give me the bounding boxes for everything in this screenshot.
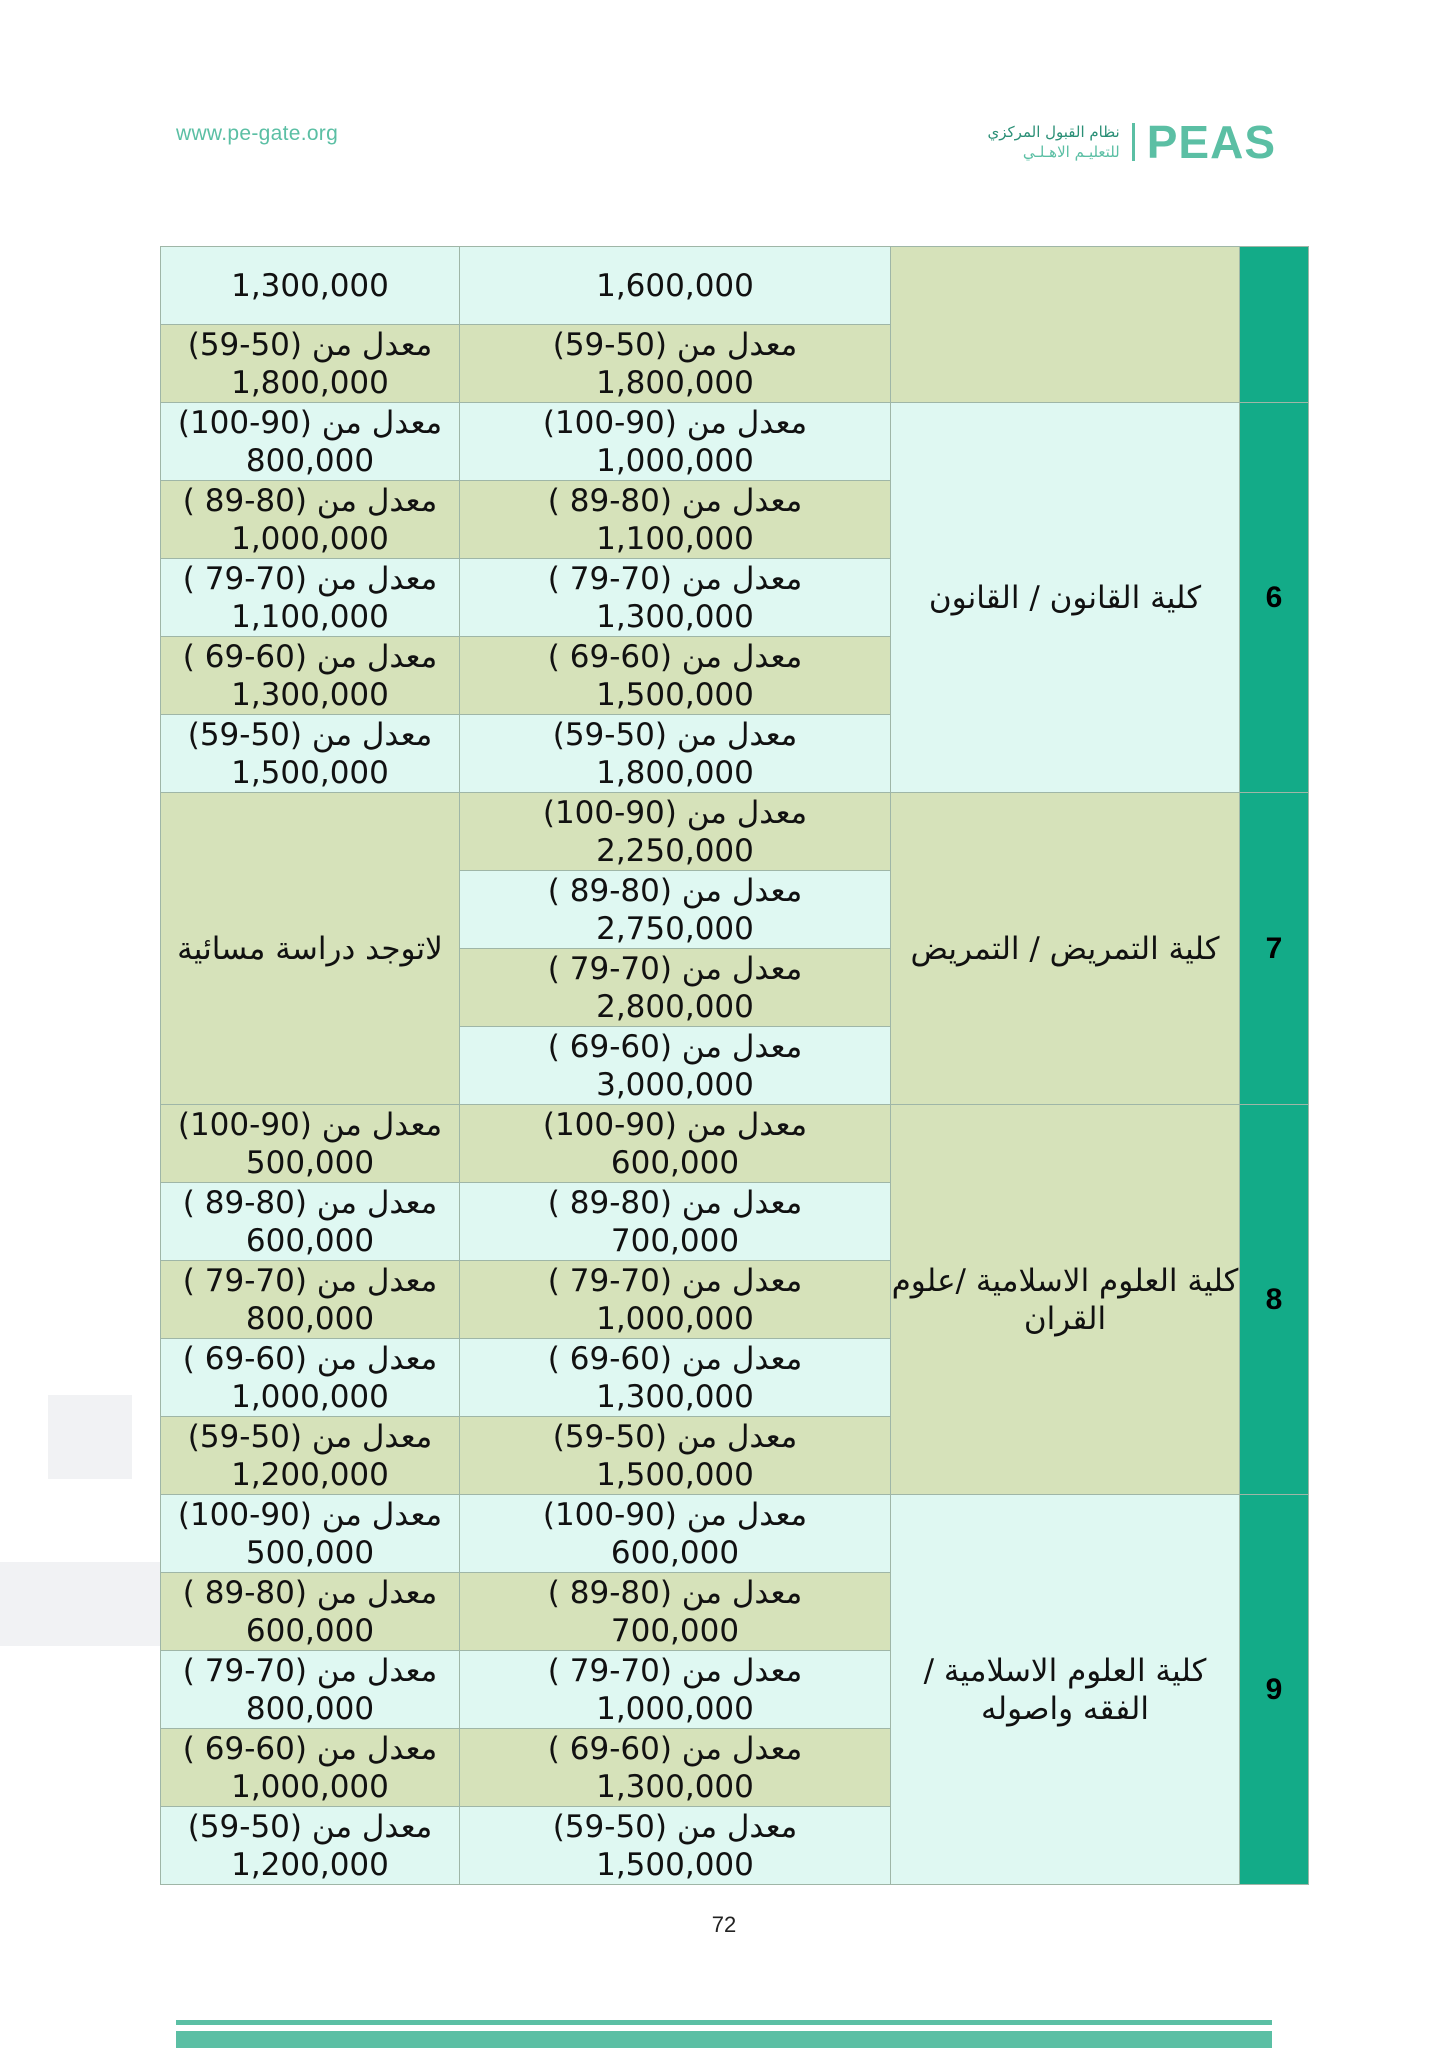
fee-amount: 1,300,000 (231, 267, 389, 304)
evening-fee-cell (161, 637, 460, 715)
fee-amount: 600,000 (245, 1222, 375, 1259)
college-name: كلية العلوم الاسلامية /علوم القران (891, 1105, 1240, 1495)
college-name: كلية التمريض / التمريض (891, 793, 1240, 1105)
fee-amount: 1,500,000 (231, 754, 389, 791)
fee-amount: 800,000 (245, 1300, 375, 1337)
evening-fee-cell (161, 1729, 460, 1807)
grade-range-label: معدل من (60-69 ) (547, 1340, 803, 1377)
fee-amount: 800,000 (245, 442, 375, 479)
morning-fee-cell (460, 1105, 891, 1183)
fee-amount: 2,800,000 (596, 988, 754, 1025)
table-row (161, 793, 1309, 871)
fee-amount: 1,000,000 (596, 1690, 754, 1727)
evening-fee-cell (161, 715, 460, 793)
grade-range-label: معدل من (70-79 ) (182, 560, 438, 597)
fee-amount: 700,000 (610, 1222, 740, 1259)
page-number: 72 (711, 1912, 737, 1937)
grade-range-label: معدل من (80-89 ) (547, 1184, 803, 1221)
grade-range-label: معدل من (60-69 ) (182, 1340, 438, 1377)
logo-arabic-line-1: نظام القبول المركزي (987, 123, 1120, 141)
grade-range-label: معدل من (80-89 ) (182, 1574, 438, 1611)
side-decor-box (0, 1562, 160, 1646)
table-row (161, 247, 1309, 325)
morning-fee-cell (460, 793, 891, 871)
fee-amount: 800,000 (245, 1690, 375, 1727)
college-name: كلية العلوم الاسلامية /الفقه واصوله (891, 1495, 1240, 1885)
evening-fee-cell (161, 559, 460, 637)
logo-divider (1132, 123, 1135, 161)
grade-range-label: معدل من (50-59) (187, 326, 433, 363)
evening-fee-cell (161, 1183, 460, 1261)
morning-fee-cell (460, 247, 891, 325)
fee-amount: 1,300,000 (596, 1768, 754, 1805)
grade-range-label: معدل من (50-59) (552, 716, 798, 753)
grade-range-label: معدل من (90-100) (177, 1106, 443, 1143)
grade-range-label: معدل من (90-100) (542, 404, 808, 441)
morning-fee-cell (460, 559, 891, 637)
fee-amount: 1,500,000 (596, 1846, 754, 1883)
fee-amount: 1,000,000 (231, 1768, 389, 1805)
evening-fee-cell (161, 1105, 460, 1183)
table-row (161, 1105, 1309, 1183)
morning-fee-cell (460, 1495, 891, 1573)
fee-amount: 500,000 (245, 1534, 375, 1571)
evening-fee-cell (161, 1573, 460, 1651)
morning-fee-cell (460, 1417, 891, 1495)
fee-amount: 1,100,000 (231, 598, 389, 635)
morning-fee-cell (460, 403, 891, 481)
peas-logo (988, 118, 1276, 166)
fee-amount: 1,000,000 (596, 1300, 754, 1337)
morning-fee-cell (460, 637, 891, 715)
fee-amount: 600,000 (610, 1534, 740, 1571)
grade-range-label: معدل من (60-69 ) (547, 1730, 803, 1767)
fees-table (160, 246, 1309, 1885)
grade-range-label: معدل من (70-79 ) (547, 950, 803, 987)
no-evening-study-cell (161, 793, 460, 1105)
evening-fee-cell (161, 1261, 460, 1339)
college-name: كلية القانون / القانون (891, 403, 1240, 793)
logo-arabic-line-2: للتعليـم الاهـلـي (1022, 143, 1120, 161)
grade-range-label: معدل من (50-59) (187, 1418, 433, 1455)
fee-amount: 1,500,000 (596, 1456, 754, 1493)
morning-fee-cell (460, 1729, 891, 1807)
evening-fee-cell (161, 1417, 460, 1495)
grade-range-label: معدل من (60-69 ) (547, 638, 803, 675)
fee-amount: 1,600,000 (596, 267, 754, 304)
grade-range-label: معدل من (50-59) (187, 1808, 433, 1845)
site-url[interactable]: www.pe-gate.org (176, 122, 339, 145)
evening-fee-cell (161, 1495, 460, 1573)
evening-fee-cell (161, 481, 460, 559)
fee-amount: 1,200,000 (231, 1456, 389, 1493)
footer-line-thick (176, 2031, 1272, 2048)
college-number: 6 (1240, 403, 1309, 793)
morning-fee-cell (460, 325, 891, 403)
grade-range-label: معدل من (70-79 ) (547, 560, 803, 597)
fee-amount: 1,300,000 (231, 676, 389, 713)
fee-amount: 1,500,000 (596, 676, 754, 713)
college-number: 8 (1240, 1105, 1309, 1495)
fee-amount: 1,800,000 (596, 754, 754, 791)
grade-range-label: معدل من (60-69 ) (182, 1730, 438, 1767)
fee-amount: 700,000 (610, 1612, 740, 1649)
morning-fee-cell (460, 949, 891, 1027)
evening-fee-cell (161, 325, 460, 403)
grade-range-label: معدل من (80-89 ) (182, 482, 438, 519)
morning-fee-cell (460, 1183, 891, 1261)
morning-fee-cell (460, 481, 891, 559)
grade-range-label: معدل من (80-89 ) (182, 1184, 438, 1221)
table-row (161, 403, 1309, 481)
evening-fee-cell (161, 1339, 460, 1417)
fees-table-body (161, 247, 1309, 1885)
grade-range-label: معدل من (80-89 ) (547, 872, 803, 909)
grade-range-label: معدل من (60-69 ) (547, 1028, 803, 1065)
grade-range-label: معدل من (80-89 ) (547, 1574, 803, 1611)
grade-range-label: معدل من (80-89 ) (547, 482, 803, 519)
evening-fee-cell (161, 247, 460, 325)
morning-fee-cell (460, 1807, 891, 1885)
logo-wordmark: PEAS (1146, 116, 1276, 168)
grade-range-label: معدل من (70-79 ) (547, 1652, 803, 1689)
college-name (891, 247, 1240, 403)
table-row (161, 1495, 1309, 1573)
grade-range-label: معدل من (60-69 ) (182, 638, 438, 675)
morning-fee-cell (460, 1339, 891, 1417)
grade-range-label: معدل من (70-79 ) (182, 1262, 438, 1299)
college-number: 7 (1240, 793, 1309, 1105)
grade-range-label: معدل من (50-59) (552, 1808, 798, 1845)
fee-amount: 1,000,000 (231, 1378, 389, 1415)
logo-arabic-text (988, 122, 1120, 162)
fee-amount: 3,000,000 (596, 1066, 754, 1103)
fee-amount: 2,750,000 (596, 910, 754, 947)
evening-fee-cell (161, 1807, 460, 1885)
morning-fee-cell (460, 1027, 891, 1105)
fee-amount: 1,300,000 (596, 1378, 754, 1415)
fee-amount: لاتوجد دراسة مسائية (177, 930, 443, 967)
evening-fee-cell (161, 403, 460, 481)
fee-amount: 1,200,000 (231, 1846, 389, 1883)
fee-amount: 1,800,000 (596, 364, 754, 401)
grade-range-label: معدل من (90-100) (542, 794, 808, 831)
evening-fee-cell (161, 1651, 460, 1729)
grade-range-label: معدل من (70-79 ) (547, 1262, 803, 1299)
fee-amount: 1,300,000 (596, 598, 754, 635)
fee-amount: 600,000 (245, 1612, 375, 1649)
grade-range-label: معدل من (50-59) (187, 716, 433, 753)
fee-amount: 600,000 (610, 1144, 740, 1181)
footer-line-thin (176, 2020, 1272, 2025)
grade-range-label: معدل من (90-100) (542, 1496, 808, 1533)
grade-range-label: معدل من (50-59) (552, 326, 798, 363)
fee-amount: 500,000 (245, 1144, 375, 1181)
fee-amount: 1,000,000 (231, 520, 389, 557)
morning-fee-cell (460, 1651, 891, 1729)
side-decor-box (48, 1395, 132, 1479)
grade-range-label: معدل من (90-100) (177, 404, 443, 441)
morning-fee-cell (460, 871, 891, 949)
grade-range-label: معدل من (50-59) (552, 1418, 798, 1455)
fee-amount: 1,800,000 (231, 364, 389, 401)
morning-fee-cell (460, 1261, 891, 1339)
grade-range-label: معدل من (90-100) (177, 1496, 443, 1533)
grade-range-label: معدل من (90-100) (542, 1106, 808, 1143)
fee-amount: 1,000,000 (596, 442, 754, 479)
grade-range-label: معدل من (70-79 ) (182, 1652, 438, 1689)
college-number: 9 (1240, 1495, 1309, 1885)
college-number (1240, 247, 1309, 403)
morning-fee-cell (460, 715, 891, 793)
morning-fee-cell (460, 1573, 891, 1651)
fee-amount: 1,100,000 (596, 520, 754, 557)
fee-amount: 2,250,000 (596, 832, 754, 869)
